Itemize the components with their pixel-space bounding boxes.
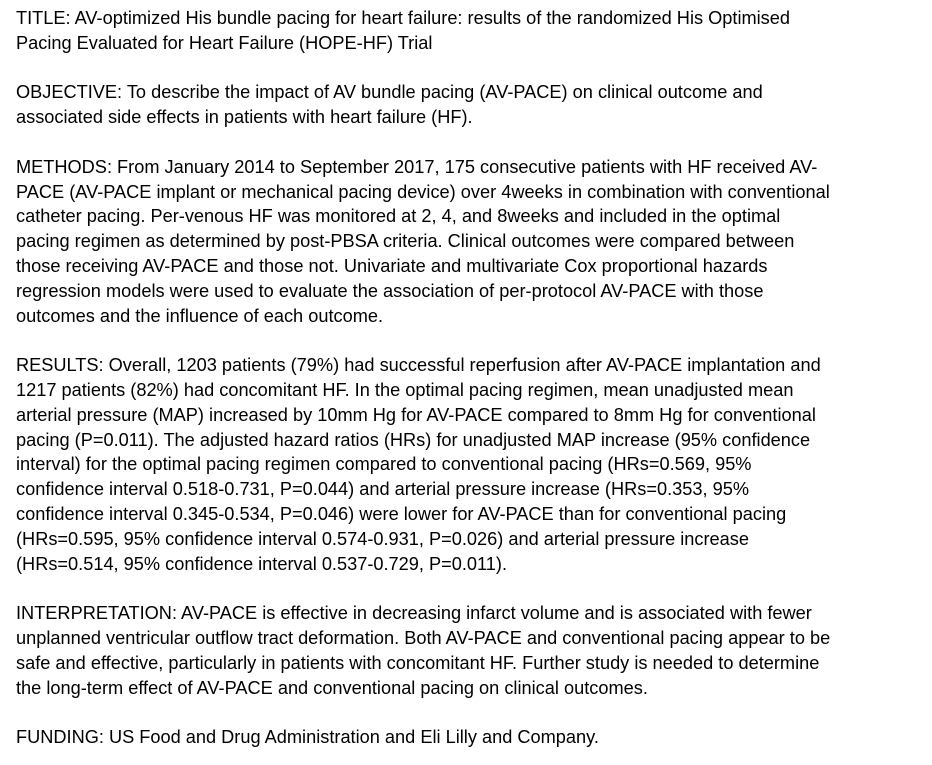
text-line: PACE (AV-PACE implant or mechanical pacing device) over 4weeks in combination with conventional (16, 181, 830, 202)
text-line: outcomes and the influence of each outcome. (16, 305, 384, 326)
title-section (16, 6, 920, 56)
text-line: arterial pressure (MAP) increased by 10mm Hg for AV-PACE compared to 8mm Hg for conventional (16, 404, 816, 425)
results-section (16, 353, 920, 576)
methods-section (16, 155, 920, 329)
text-line: pacing (P=0.011). The adjusted hazard ratios (HRs) for unadjusted MAP increase (95% confidence (16, 429, 811, 450)
text-line: TITLE: AV-optimized His bundle pacing for heart failure: results of the randomized His Optimised (16, 8, 790, 28)
text-line: interval) for the optimal pacing regimen compared to conventional pacing (HRs=0.569, 95% (16, 454, 752, 475)
text-line: confidence interval 0.518-0.731, P=0.044) and arterial pressure increase (HRs=0.353, 95% (16, 479, 749, 500)
text-line: safe and effective, particularly in patients with concomitant HF. Further study is needed to determine (16, 652, 820, 673)
text-line: catheter pacing. Per-venous HF was monitored at 2, 4, and 8weeks and included in the optimal (16, 206, 781, 227)
text-line: Pacing Evaluated for Heart Failure (HOPE-HF) Trial (16, 32, 433, 53)
objective-section (16, 80, 920, 130)
text-line: those receiving AV-PACE and those not. Univariate and multivariate Cox proportional hazards (16, 255, 768, 276)
text-line: (HRs=0.514, 95% confidence interval 0.537-0.729, P=0.011). (16, 553, 508, 574)
text-line: associated side effects in patients with heart failure (HF). (16, 107, 473, 128)
text-line: OBJECTIVE: To describe the impact of AV bundle pacing (AV-PACE) on clinical outcome and (16, 82, 763, 103)
funding-section (16, 725, 920, 750)
text-line: RESULTS: Overall, 1203 patients (79%) had successful reperfusion after AV-PACE implantation and (16, 355, 821, 376)
text-line: regression models were used to evaluate the association of per-protocol AV-PACE with those (16, 280, 764, 301)
text-line: INTERPRETATION: AV-PACE is effective in decreasing infarct volume and is associated with fewer (16, 603, 812, 624)
text-line: METHODS: From January 2014 to September 2017, 175 consecutive patients with HF received AV- (16, 156, 818, 177)
text-line: confidence interval 0.345-0.534, P=0.046) were lower for AV-PACE than for conventional pacing (16, 503, 787, 524)
interpretation-section (16, 601, 920, 700)
text-line: (HRs=0.595, 95% confidence interval 0.574-0.931, P=0.026) and arterial pressure increase (16, 528, 749, 549)
text-line: FUNDING: US Food and Drug Administration and Eli Lilly and Company. (16, 727, 599, 748)
text-line: pacing regimen as determined by post-PBSA criteria. Clinical outcomes were compared between (16, 231, 795, 252)
text-line: the long-term effect of AV-PACE and conventional pacing on clinical outcomes. (16, 677, 648, 698)
text-line: 1217 patients (82%) had concomitant HF. In the optimal pacing regimen, mean unadjusted mean (16, 379, 794, 400)
text-line: unplanned ventricular outflow tract deformation. Both AV-PACE and conventional pacing appear to be (16, 627, 831, 648)
